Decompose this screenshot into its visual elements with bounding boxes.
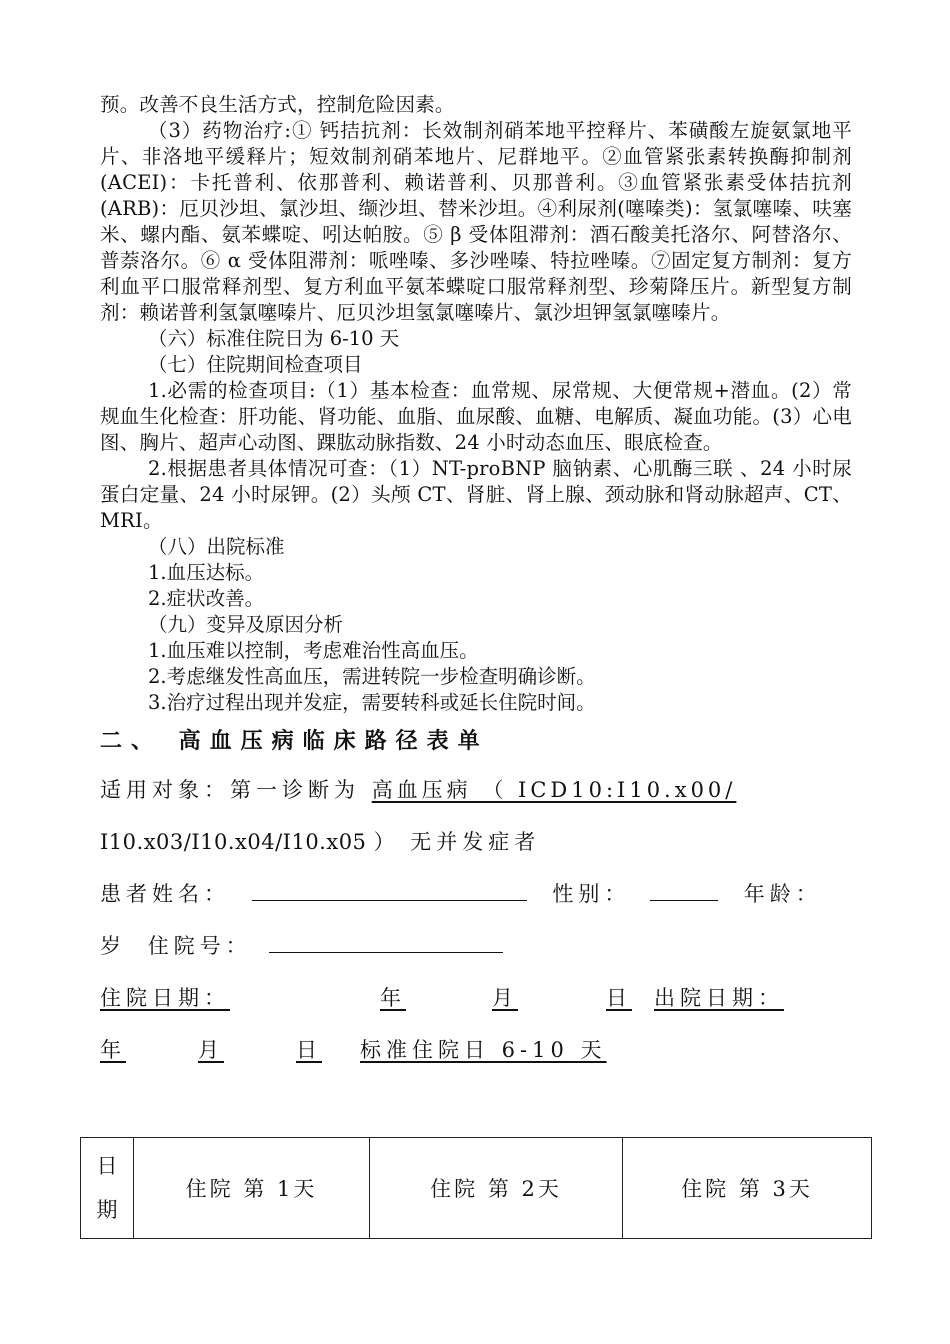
month-label: 月: [198, 1038, 224, 1062]
age-unit: 岁: [100, 934, 126, 958]
target-suffix: 无并发症者: [410, 830, 541, 854]
optional-exams-paragraph: 2.根据患者具体情况可查：（1）NT-proBNP 脑钠素、心肌酶三联 、24 小时尿蛋白定量、24 小时尿钾。(2）头颅 CT、肾脏、肾上腺、颈动脉和肾动脉超声、CT、MRI。: [100, 457, 852, 532]
document-page: [100, 92, 852, 1064]
discharge-line: [100, 1036, 852, 1064]
admission-no-label: 住院号：: [147, 934, 252, 958]
section-9-title: （九）变异及原因分析: [148, 613, 344, 636]
target-line: [100, 776, 852, 804]
section-7-title: （七）住院期间检查项目: [148, 353, 363, 376]
patient-name-field[interactable]: [252, 880, 527, 901]
required-exams-paragraph: 1.必需的检查项目:（1）基本检查：血常规、尿常规、大便常规+潜血。(2）常规血生化检查：肝功能、肾功能、血脂、血尿酸、血糖、电解质、凝血功能。(3）心电图、胸片、超声心动图、踝肱动脉指数、24 小时动态血压、眼底检查。: [100, 379, 852, 454]
date-header-cell: [81, 1138, 134, 1239]
day-label: 日: [296, 1038, 322, 1062]
admit-date-label: 住院日期：: [100, 986, 230, 1010]
target-diagnosis: 高血压病 （ ICD10:I10.x00/: [371, 778, 737, 802]
admission-no-field[interactable]: [269, 932, 503, 953]
standard-stay: 标准住院日 6-10 天: [360, 1038, 607, 1062]
variation-item: 3.治疗过程出现并发症，需要转科或延长住院时间。: [148, 691, 596, 714]
gender-field[interactable]: [650, 880, 718, 901]
day-1-header: 住院 第 1天: [134, 1138, 370, 1239]
patient-name-label: 患者姓名：: [100, 882, 230, 906]
section-6-title: （六）标准住院日为 6-10 天: [148, 327, 400, 350]
gender-label: 性别：: [552, 882, 631, 906]
year-label: 年: [100, 1038, 126, 1062]
variation-item: 2.考虑继发性高血压，需进转院一步检查明确诊断。: [148, 665, 596, 688]
age-label: 年龄：: [743, 882, 822, 906]
clinical-pathway-table: [80, 1137, 872, 1239]
discharge-date-label: 出院日期：: [654, 986, 784, 1010]
form-heading: 二、 高血压病临床路径表单: [100, 728, 489, 754]
discharge-criterion: 2.症状改善。: [148, 587, 265, 610]
drug-therapy-paragraph: （3）药物治疗:① 钙拮抗剂：长效制剂硝苯地平控释片、苯磺酸左旋氨氯地平片、非洛地平缓释片；短效制剂硝苯地片、尼群地平。②血管紧张素转换酶抑制剂(ACEI)：卡托普利、依那普利、赖诺普利、贝那普利。③血管紧张素受体拮抗剂(ARB)：厄贝沙坦、氯沙坦、缬沙坦、替米沙坦。④利尿剂(噻嗪类)：氢氯噻嗪、呋塞米、螺内酯、氨苯蝶啶、吲达帕胺。⑤ β 受体阻滞剂：酒石酸美托洛尔、阿替洛尔、普萘洛尔。⑥ α 受体阻滞剂：哌唑嗪、多沙唑嗪、特拉唑嗪。⑦固定复方制剂：复方利血平口服常释剂型、复方利血平氨苯蝶啶口服常释剂型、珍菊降压片。新型复方制剂：赖诺普利氢氯噻嗪片、厄贝沙坦氢氯噻嗪片、氯沙坦钾氢氯噻嗪片。: [100, 119, 852, 324]
year-label: 年: [380, 986, 406, 1010]
day-3-header: 住院 第 3天: [623, 1138, 872, 1239]
date-header-bottom: 期: [96, 1198, 118, 1222]
section-8-title: （八）出院标准: [148, 535, 285, 558]
table-header-row: [81, 1138, 872, 1239]
target-label: 适用对象：第一诊断为: [100, 778, 360, 802]
target-line-2: [100, 828, 852, 856]
date-header-top: 日: [96, 1154, 118, 1178]
text-line: 预。改善不良生活方式，控制危险因素。: [100, 93, 455, 116]
patient-info-line: [100, 880, 852, 908]
admission-no-line: [100, 932, 852, 960]
variation-item: 1.血压难以控制，考虑难治性高血压。: [148, 639, 479, 662]
dates-line: [100, 984, 852, 1012]
icd-codes: I10.x03/I10.x04/I10.x05 ）: [100, 830, 396, 854]
day-label: 日: [606, 986, 632, 1010]
month-label: 月: [492, 986, 518, 1010]
discharge-criterion: 1.血压达标。: [148, 561, 265, 584]
day-2-header: 住院 第 2天: [370, 1138, 623, 1239]
